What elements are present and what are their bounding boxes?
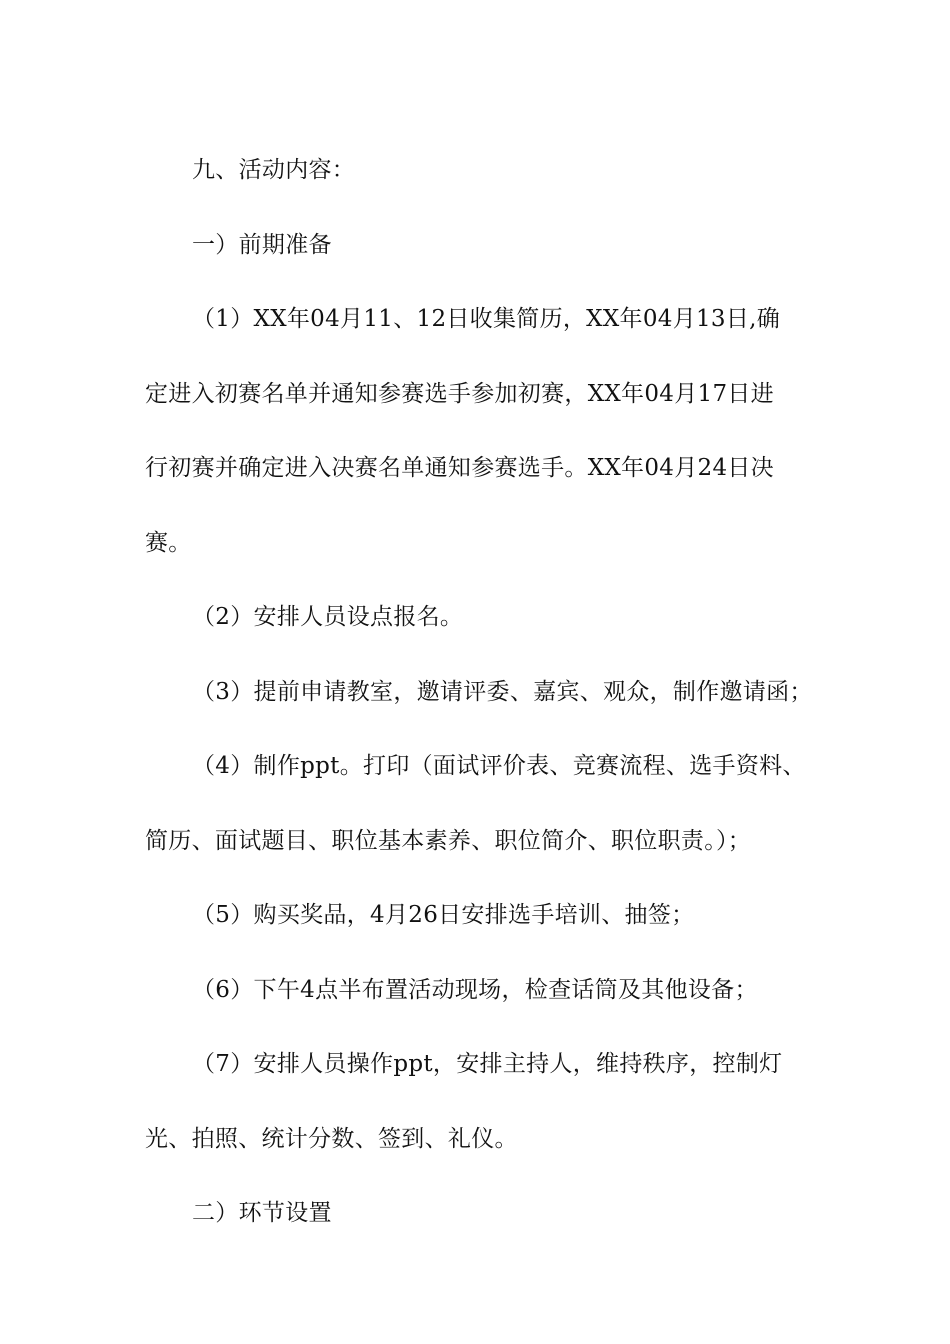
paragraph-line: （6）下午4点半布置活动现场，检查话筒及其他设备；	[192, 976, 758, 1003]
paragraph-line: 定进入初赛名单并通知参赛选手参加初赛，XX年04月17日进	[145, 380, 774, 407]
paragraph-line: （4）制作ppt。打印（面试评价表、竞赛流程、选手资料、	[192, 753, 806, 779]
subsection-heading: 一）前期准备	[192, 231, 332, 258]
subsection-heading: 二）环节设置	[192, 1200, 332, 1226]
paragraph-line: （7）安排人员操作ppt，安排主持人，维持秩序，控制灯	[192, 1051, 783, 1077]
paragraph-line: （5）购买奖品，4月26日安排选手培训、抽签；	[192, 902, 695, 928]
document-body	[145, 133, 835, 1251]
paragraph-line: （2）安排人员设点报名。	[192, 604, 464, 630]
paragraph-line: 光、拍照、统计分数、签到、礼仪。	[145, 1125, 518, 1152]
paragraph-line: （1）XX年04月11、12日收集简历，XX年04月13日,确	[192, 306, 781, 332]
paragraph-line: （3）提前申请教室，邀请评委、嘉宾、观众，制作邀请函；	[192, 678, 813, 705]
section-heading: 九、活动内容：	[192, 157, 356, 183]
paragraph-line: 赛。	[145, 529, 192, 556]
paragraph-line: 简历、面试题目、职位基本素养、职位简介、职位职责。）；	[145, 827, 752, 854]
paragraph-line: 行初赛并确定进入决赛名单通知参赛选手。XX年04月24日决	[145, 455, 774, 481]
